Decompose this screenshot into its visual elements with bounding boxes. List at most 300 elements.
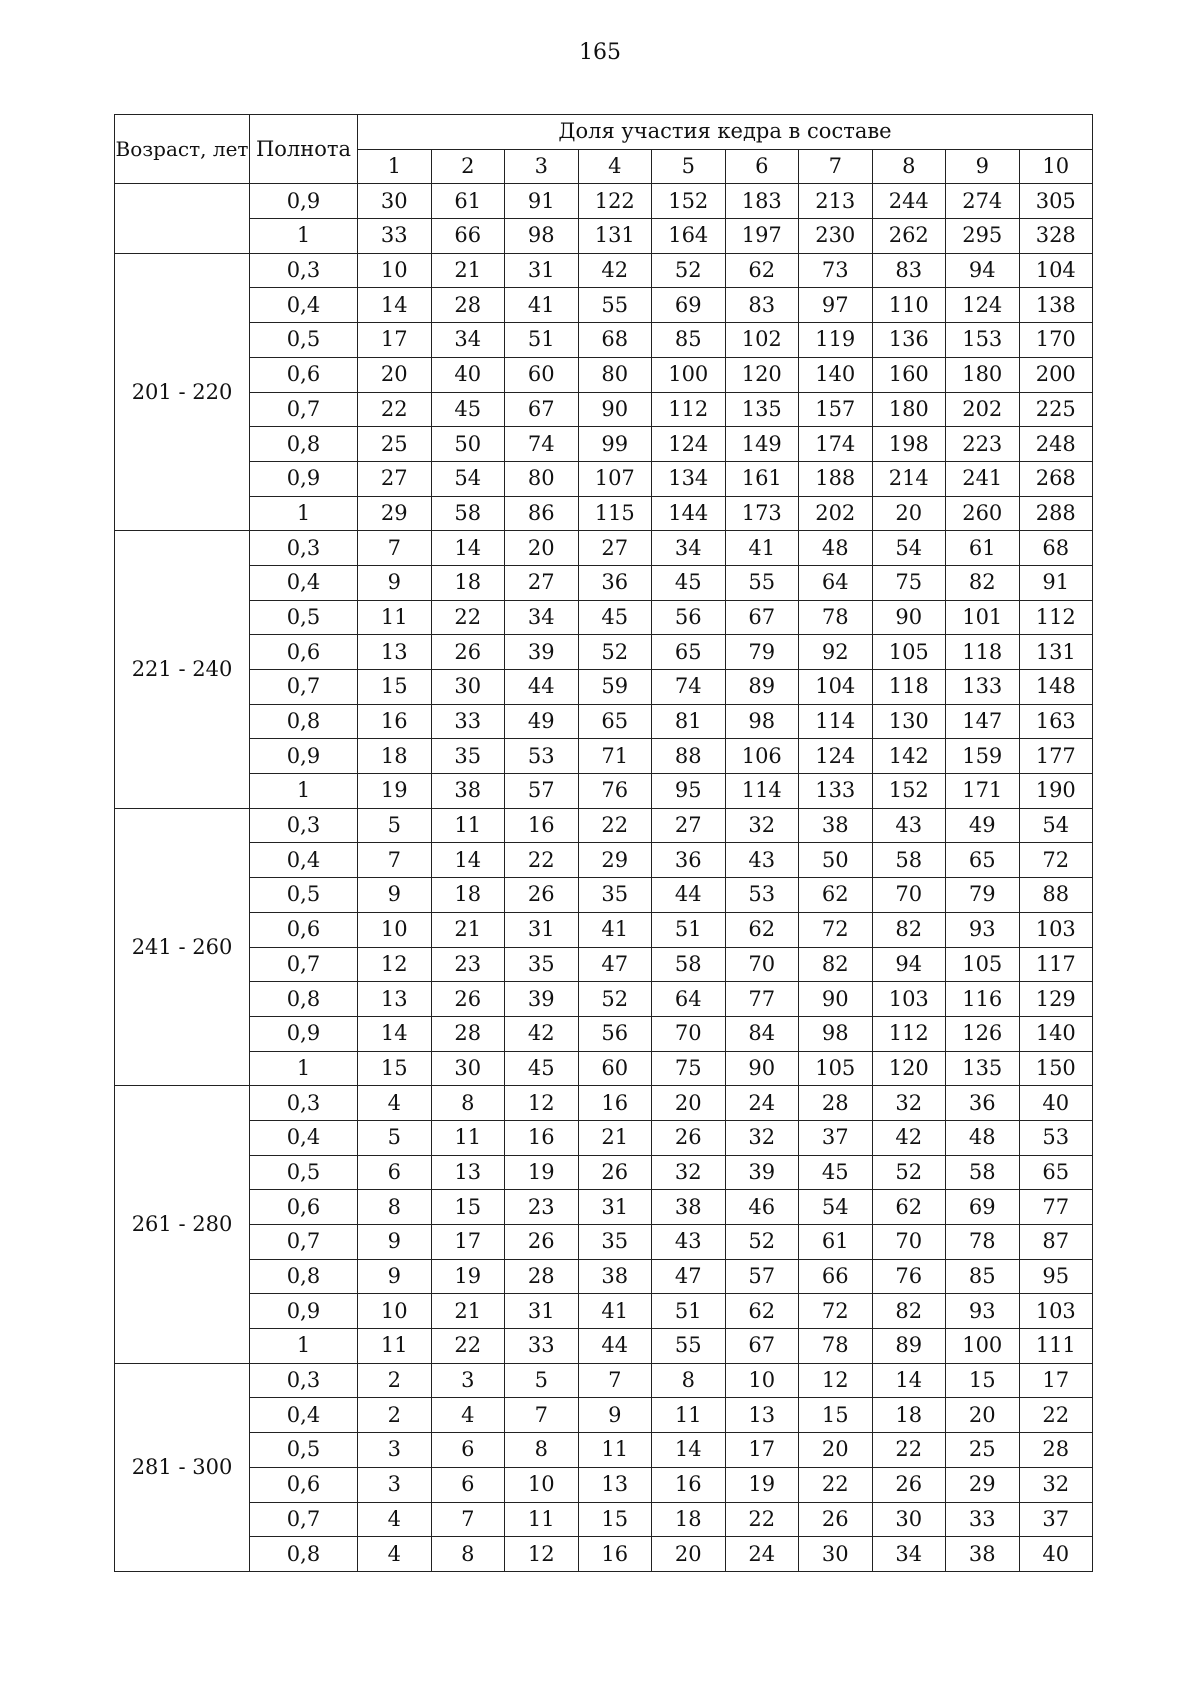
value-cell: 57 [725, 1259, 799, 1294]
value-cell: 11 [358, 600, 432, 635]
value-cell: 32 [652, 1155, 726, 1190]
value-cell: 31 [578, 1190, 652, 1225]
value-cell: 31 [505, 912, 579, 947]
value-cell: 20 [358, 357, 432, 392]
fill-cell: 0,9 [250, 461, 358, 496]
value-cell: 53 [505, 739, 579, 774]
fill-cell: 0,7 [250, 947, 358, 982]
value-cell: 45 [578, 600, 652, 635]
table-row [115, 1086, 1093, 1121]
value-cell: 14 [431, 843, 505, 878]
table-row [115, 600, 1093, 635]
fill-cell: 0,6 [250, 635, 358, 670]
value-cell: 18 [652, 1502, 726, 1537]
value-cell: 104 [1019, 253, 1093, 288]
age-cell: 221 - 240 [115, 531, 250, 809]
value-cell: 28 [431, 1016, 505, 1051]
value-cell: 30 [872, 1502, 946, 1537]
value-cell: 12 [505, 1537, 579, 1572]
value-cell: 25 [946, 1433, 1020, 1468]
value-cell: 16 [578, 1086, 652, 1121]
value-cell: 70 [652, 1016, 726, 1051]
value-cell: 190 [1019, 774, 1093, 809]
value-cell: 20 [652, 1086, 726, 1121]
header-fill: Полнота [250, 115, 358, 184]
value-cell: 44 [578, 1329, 652, 1364]
value-cell: 15 [358, 670, 432, 705]
value-cell: 90 [799, 982, 873, 1017]
value-cell: 15 [578, 1502, 652, 1537]
table-row [115, 1502, 1093, 1537]
value-cell: 8 [358, 1190, 432, 1225]
value-cell: 61 [799, 1225, 873, 1260]
value-cell: 29 [946, 1467, 1020, 1502]
value-cell: 225 [1019, 392, 1093, 427]
value-cell: 202 [946, 392, 1020, 427]
value-cell: 83 [872, 253, 946, 288]
value-cell: 115 [578, 496, 652, 531]
value-cell: 98 [505, 219, 579, 254]
value-cell: 9 [358, 565, 432, 600]
fill-cell: 0,9 [250, 1016, 358, 1051]
value-cell: 114 [725, 774, 799, 809]
value-cell: 74 [505, 427, 579, 462]
value-cell: 72 [799, 1294, 873, 1329]
value-cell: 64 [799, 565, 873, 600]
value-cell: 86 [505, 496, 579, 531]
value-cell: 54 [431, 461, 505, 496]
value-cell: 22 [505, 843, 579, 878]
value-cell: 28 [431, 288, 505, 323]
fill-cell: 0,8 [250, 1259, 358, 1294]
table-row [115, 1225, 1093, 1260]
value-cell: 150 [1019, 1051, 1093, 1086]
value-cell: 3 [358, 1467, 432, 1502]
value-cell: 58 [431, 496, 505, 531]
table-row [115, 912, 1093, 947]
table-header [115, 115, 1093, 184]
value-cell: 88 [652, 739, 726, 774]
value-cell: 131 [578, 219, 652, 254]
value-cell: 10 [725, 1363, 799, 1398]
value-cell: 144 [652, 496, 726, 531]
table-row [115, 808, 1093, 843]
value-cell: 46 [725, 1190, 799, 1225]
value-cell: 24 [725, 1537, 799, 1572]
value-cell: 22 [358, 392, 432, 427]
value-cell: 120 [725, 357, 799, 392]
value-cell: 60 [578, 1051, 652, 1086]
value-cell: 105 [946, 947, 1020, 982]
value-cell: 39 [505, 635, 579, 670]
table-row [115, 1016, 1093, 1051]
value-cell: 188 [799, 461, 873, 496]
value-cell: 27 [652, 808, 726, 843]
value-cell: 51 [652, 1294, 726, 1329]
value-cell: 241 [946, 461, 1020, 496]
value-cell: 38 [799, 808, 873, 843]
value-cell: 54 [799, 1190, 873, 1225]
value-cell: 39 [725, 1155, 799, 1190]
value-cell: 4 [358, 1502, 432, 1537]
value-cell: 130 [872, 704, 946, 739]
value-cell: 38 [946, 1537, 1020, 1572]
value-cell: 44 [652, 878, 726, 913]
value-cell: 43 [652, 1225, 726, 1260]
value-cell: 45 [652, 565, 726, 600]
value-cell: 15 [946, 1363, 1020, 1398]
value-cell: 40 [1019, 1537, 1093, 1572]
value-cell: 177 [1019, 739, 1093, 774]
value-cell: 36 [578, 565, 652, 600]
value-cell: 18 [872, 1398, 946, 1433]
value-cell: 170 [1019, 323, 1093, 358]
value-cell: 5 [358, 808, 432, 843]
table-row [115, 1155, 1093, 1190]
value-cell: 17 [358, 323, 432, 358]
value-cell: 159 [946, 739, 1020, 774]
value-cell: 105 [799, 1051, 873, 1086]
value-cell: 149 [725, 427, 799, 462]
value-cell: 19 [725, 1467, 799, 1502]
value-cell: 110 [872, 288, 946, 323]
value-cell: 91 [1019, 565, 1093, 600]
column-header: 8 [872, 149, 946, 184]
value-cell: 142 [872, 739, 946, 774]
value-cell: 20 [799, 1433, 873, 1468]
value-cell: 37 [799, 1120, 873, 1155]
value-cell: 103 [1019, 1294, 1093, 1329]
data-table [114, 114, 1093, 1572]
value-cell: 5 [505, 1363, 579, 1398]
value-cell: 94 [872, 947, 946, 982]
value-cell: 7 [358, 531, 432, 566]
column-header: 1 [358, 149, 432, 184]
table-row [115, 357, 1093, 392]
value-cell: 52 [578, 635, 652, 670]
value-cell: 262 [872, 219, 946, 254]
value-cell: 39 [505, 982, 579, 1017]
value-cell: 136 [872, 323, 946, 358]
value-cell: 27 [505, 565, 579, 600]
value-cell: 104 [799, 670, 873, 705]
value-cell: 80 [578, 357, 652, 392]
value-cell: 11 [431, 808, 505, 843]
value-cell: 34 [505, 600, 579, 635]
table-row [115, 1051, 1093, 1086]
header-row-top [115, 115, 1093, 150]
value-cell: 14 [872, 1363, 946, 1398]
value-cell: 9 [358, 1259, 432, 1294]
value-cell: 41 [725, 531, 799, 566]
value-cell: 114 [799, 704, 873, 739]
value-cell: 50 [799, 843, 873, 878]
value-cell: 100 [652, 357, 726, 392]
value-cell: 40 [431, 357, 505, 392]
value-cell: 88 [1019, 878, 1093, 913]
value-cell: 93 [946, 912, 1020, 947]
value-cell: 135 [725, 392, 799, 427]
table-row [115, 565, 1093, 600]
fill-cell: 0,4 [250, 565, 358, 600]
value-cell: 82 [872, 1294, 946, 1329]
value-cell: 53 [725, 878, 799, 913]
value-cell: 288 [1019, 496, 1093, 531]
age-cell: 281 - 300 [115, 1363, 250, 1571]
value-cell: 84 [725, 1016, 799, 1051]
value-cell: 35 [431, 739, 505, 774]
fill-cell: 0,3 [250, 253, 358, 288]
value-cell: 27 [358, 461, 432, 496]
value-cell: 22 [578, 808, 652, 843]
column-header: 6 [725, 149, 799, 184]
value-cell: 164 [652, 219, 726, 254]
value-cell: 124 [652, 427, 726, 462]
fill-cell: 0,8 [250, 1537, 358, 1572]
table-row [115, 1363, 1093, 1398]
value-cell: 23 [431, 947, 505, 982]
value-cell: 19 [358, 774, 432, 809]
value-cell: 198 [872, 427, 946, 462]
value-cell: 16 [652, 1467, 726, 1502]
table-row [115, 635, 1093, 670]
value-cell: 20 [505, 531, 579, 566]
value-cell: 59 [578, 670, 652, 705]
value-cell: 11 [505, 1502, 579, 1537]
value-cell: 14 [652, 1433, 726, 1468]
value-cell: 26 [652, 1120, 726, 1155]
value-cell: 140 [1019, 1016, 1093, 1051]
fill-cell: 1 [250, 219, 358, 254]
column-header: 5 [652, 149, 726, 184]
table-row [115, 1433, 1093, 1468]
value-cell: 131 [1019, 635, 1093, 670]
value-cell: 15 [358, 1051, 432, 1086]
value-cell: 44 [505, 670, 579, 705]
value-cell: 9 [358, 878, 432, 913]
value-cell: 13 [725, 1398, 799, 1433]
value-cell: 38 [652, 1190, 726, 1225]
value-cell: 65 [652, 635, 726, 670]
value-cell: 80 [505, 461, 579, 496]
value-cell: 148 [1019, 670, 1093, 705]
value-cell: 82 [946, 565, 1020, 600]
value-cell: 68 [578, 323, 652, 358]
value-cell: 13 [578, 1467, 652, 1502]
value-cell: 51 [652, 912, 726, 947]
table-row [115, 219, 1093, 254]
value-cell: 30 [799, 1537, 873, 1572]
value-cell: 102 [725, 323, 799, 358]
value-cell: 117 [1019, 947, 1093, 982]
value-cell: 22 [799, 1467, 873, 1502]
value-cell: 89 [872, 1329, 946, 1364]
value-cell: 20 [652, 1537, 726, 1572]
fill-cell: 0,5 [250, 1155, 358, 1190]
value-cell: 15 [431, 1190, 505, 1225]
value-cell: 202 [799, 496, 873, 531]
value-cell: 20 [946, 1398, 1020, 1433]
table-row [115, 1190, 1093, 1225]
column-header: 4 [578, 149, 652, 184]
value-cell: 70 [725, 947, 799, 982]
value-cell: 15 [799, 1398, 873, 1433]
value-cell: 90 [872, 600, 946, 635]
value-cell: 48 [799, 531, 873, 566]
value-cell: 36 [946, 1086, 1020, 1121]
value-cell: 22 [725, 1502, 799, 1537]
value-cell: 67 [725, 600, 799, 635]
fill-cell: 0,4 [250, 843, 358, 878]
value-cell: 19 [505, 1155, 579, 1190]
value-cell: 2 [358, 1363, 432, 1398]
value-cell: 64 [652, 982, 726, 1017]
value-cell: 98 [799, 1016, 873, 1051]
value-cell: 4 [358, 1537, 432, 1572]
value-cell: 79 [946, 878, 1020, 913]
value-cell: 25 [358, 427, 432, 462]
value-cell: 32 [725, 1120, 799, 1155]
value-cell: 77 [725, 982, 799, 1017]
value-cell: 45 [799, 1155, 873, 1190]
value-cell: 31 [505, 1294, 579, 1329]
table-row [115, 774, 1093, 809]
value-cell: 14 [358, 1016, 432, 1051]
value-cell: 13 [431, 1155, 505, 1190]
fill-cell: 1 [250, 496, 358, 531]
value-cell: 54 [1019, 808, 1093, 843]
value-cell: 42 [505, 1016, 579, 1051]
value-cell: 124 [946, 288, 1020, 323]
value-cell: 20 [872, 496, 946, 531]
value-cell: 98 [725, 704, 799, 739]
value-cell: 6 [431, 1467, 505, 1502]
table-row [115, 982, 1093, 1017]
value-cell: 32 [872, 1086, 946, 1121]
value-cell: 152 [652, 184, 726, 219]
value-cell: 26 [578, 1155, 652, 1190]
value-cell: 38 [431, 774, 505, 809]
value-cell: 28 [1019, 1433, 1093, 1468]
value-cell: 55 [578, 288, 652, 323]
value-cell: 138 [1019, 288, 1093, 323]
value-cell: 95 [652, 774, 726, 809]
fill-cell: 1 [250, 774, 358, 809]
value-cell: 70 [872, 1225, 946, 1260]
value-cell: 8 [431, 1086, 505, 1121]
value-cell: 47 [578, 947, 652, 982]
value-cell: 55 [652, 1329, 726, 1364]
header-share: Доля участия кедра в составе [358, 115, 1093, 150]
value-cell: 35 [505, 947, 579, 982]
value-cell: 129 [1019, 982, 1093, 1017]
value-cell: 14 [358, 288, 432, 323]
value-cell: 28 [799, 1086, 873, 1121]
value-cell: 180 [872, 392, 946, 427]
table-row [115, 496, 1093, 531]
value-cell: 17 [1019, 1363, 1093, 1398]
value-cell: 29 [578, 843, 652, 878]
value-cell: 70 [872, 878, 946, 913]
value-cell: 112 [652, 392, 726, 427]
value-cell: 10 [358, 1294, 432, 1329]
value-cell: 10 [505, 1467, 579, 1502]
value-cell: 79 [725, 635, 799, 670]
value-cell: 112 [872, 1016, 946, 1051]
table-body [115, 184, 1093, 1572]
value-cell: 61 [431, 184, 505, 219]
value-cell: 37 [1019, 1502, 1093, 1537]
value-cell: 118 [872, 670, 946, 705]
value-cell: 26 [505, 878, 579, 913]
value-cell: 53 [1019, 1120, 1093, 1155]
value-cell: 268 [1019, 461, 1093, 496]
value-cell: 90 [725, 1051, 799, 1086]
value-cell: 160 [872, 357, 946, 392]
value-cell: 305 [1019, 184, 1093, 219]
table-row [115, 843, 1093, 878]
value-cell: 22 [431, 1329, 505, 1364]
value-cell: 95 [1019, 1259, 1093, 1294]
value-cell: 274 [946, 184, 1020, 219]
value-cell: 26 [431, 982, 505, 1017]
table-row [115, 1120, 1093, 1155]
value-cell: 52 [652, 253, 726, 288]
value-cell: 174 [799, 427, 873, 462]
value-cell: 8 [505, 1433, 579, 1468]
value-cell: 8 [652, 1363, 726, 1398]
fill-cell: 1 [250, 1329, 358, 1364]
value-cell: 16 [358, 704, 432, 739]
value-cell: 43 [725, 843, 799, 878]
value-cell: 122 [578, 184, 652, 219]
value-cell: 161 [725, 461, 799, 496]
value-cell: 10 [358, 253, 432, 288]
value-cell: 78 [799, 600, 873, 635]
value-cell: 9 [358, 1225, 432, 1260]
value-cell: 100 [946, 1329, 1020, 1364]
value-cell: 42 [578, 253, 652, 288]
value-cell: 105 [872, 635, 946, 670]
value-cell: 171 [946, 774, 1020, 809]
fill-cell: 0,4 [250, 1120, 358, 1155]
value-cell: 65 [1019, 1155, 1093, 1190]
value-cell: 10 [358, 912, 432, 947]
table-row [115, 947, 1093, 982]
value-cell: 16 [578, 1537, 652, 1572]
value-cell: 18 [431, 565, 505, 600]
value-cell: 50 [431, 427, 505, 462]
age-cell: 201 - 220 [115, 253, 250, 531]
column-header: 10 [1019, 149, 1093, 184]
value-cell: 9 [578, 1398, 652, 1433]
value-cell: 7 [431, 1502, 505, 1537]
value-cell: 58 [872, 843, 946, 878]
value-cell: 230 [799, 219, 873, 254]
fill-cell: 0,5 [250, 878, 358, 913]
value-cell: 6 [431, 1433, 505, 1468]
value-cell: 62 [872, 1190, 946, 1225]
table-row [115, 1537, 1093, 1572]
value-cell: 244 [872, 184, 946, 219]
fill-cell: 0,9 [250, 739, 358, 774]
header-age: Возраст, лет [115, 115, 250, 184]
fill-cell: 0,5 [250, 1433, 358, 1468]
value-cell: 126 [946, 1016, 1020, 1051]
value-cell: 32 [1019, 1467, 1093, 1502]
value-cell: 135 [946, 1051, 1020, 1086]
value-cell: 35 [578, 878, 652, 913]
